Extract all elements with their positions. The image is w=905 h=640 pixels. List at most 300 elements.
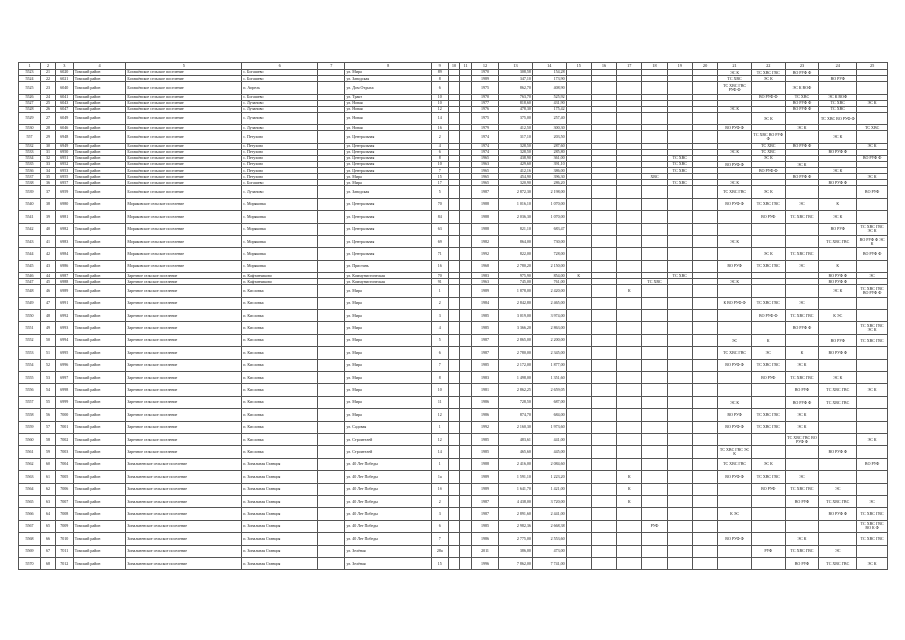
- table-cell: [448, 223, 460, 235]
- table-cell: [667, 446, 692, 458]
- table-cell: [751, 322, 785, 334]
- table-cell: [785, 186, 819, 198]
- table-cell: К: [819, 198, 857, 210]
- table-cell: 7001: [55, 421, 73, 433]
- table-cell: [617, 434, 642, 446]
- table-cell: [591, 310, 616, 322]
- table-cell: 1989: [471, 471, 498, 483]
- table-cell: 1987: [471, 186, 498, 198]
- table-cell: [591, 248, 616, 260]
- table-cell: 29: [41, 131, 56, 143]
- table-cell: [785, 223, 819, 235]
- table-cell: 1983: [471, 372, 498, 384]
- table-cell: [751, 285, 785, 297]
- table-cell: ЭС: [785, 198, 819, 210]
- table-cell: [857, 372, 888, 384]
- table-cell: 2 659,05: [532, 384, 566, 396]
- table-cell: п. Кафтанчиково: [242, 273, 318, 279]
- table-row: [19, 198, 888, 210]
- table-cell: 2 553,60: [532, 533, 566, 545]
- table-cell: ВО РУФ: [751, 211, 785, 223]
- table-cell: [318, 131, 345, 143]
- table-cell: [667, 223, 692, 235]
- table-cell: 5538: [19, 180, 41, 186]
- table-row: [19, 545, 888, 557]
- table-cell: ВО РУФ Ф: [718, 421, 752, 433]
- table-cell: ЭС: [857, 495, 888, 507]
- table-cell: [718, 384, 752, 396]
- table-cell: 37: [41, 186, 56, 198]
- table-cell: [642, 82, 667, 94]
- table-cell: [692, 297, 717, 309]
- table-cell: [819, 248, 857, 260]
- table-cell: ЭС К: [751, 186, 785, 198]
- table-cell: [751, 557, 785, 569]
- table-row: [19, 186, 888, 198]
- table-cell: 975,90: [499, 273, 533, 279]
- table-cell: ВО РУФ Ф: [785, 70, 819, 76]
- table-cell: 5569: [19, 545, 41, 557]
- table-row: [19, 471, 888, 483]
- table-cell: 45: [41, 279, 56, 285]
- table-cell: [692, 131, 717, 143]
- table-cell: 465,60: [499, 446, 533, 458]
- data-table: [18, 62, 888, 570]
- table-cell: 454,90: [499, 174, 533, 180]
- table-row: [19, 384, 888, 396]
- table-cell: 6950: [55, 149, 73, 155]
- table-cell: 65: [41, 520, 56, 532]
- table-cell: [617, 322, 642, 334]
- table-cell: ЭС К: [718, 396, 752, 408]
- table-cell: [591, 471, 616, 483]
- table-cell: [692, 310, 717, 322]
- table-cell: 46: [41, 285, 56, 297]
- table-cell: с. Моряковка: [242, 235, 318, 247]
- table-cell: [692, 557, 717, 569]
- table-cell: 2 160,30: [499, 421, 533, 433]
- table-cell: [566, 198, 591, 210]
- table-cell: [566, 483, 591, 495]
- table-cell: ТС ХВС ГВС: [819, 396, 857, 408]
- table-cell: 48: [41, 310, 56, 322]
- table-cell: Богашёвское сельское поселение: [126, 186, 242, 198]
- table-cell: 7005: [55, 471, 73, 483]
- table-cell: [566, 446, 591, 458]
- table-cell: [751, 533, 785, 545]
- table-cell: с. Лучаново: [242, 112, 318, 124]
- table-cell: ВО РУФ: [751, 483, 785, 495]
- table-cell: ЭС К: [819, 285, 857, 297]
- table-cell: [617, 186, 642, 198]
- table-cell: [566, 396, 591, 408]
- table-cell: ТС ХВС ГВС: [718, 186, 752, 198]
- table-cell: Заречное сельское поселение: [126, 359, 242, 371]
- table-cell: 5561: [19, 446, 41, 458]
- table-cell: 84: [431, 211, 448, 223]
- table-cell: [617, 223, 642, 235]
- table-cell: Томский район: [73, 334, 126, 346]
- table-cell: [566, 260, 591, 272]
- table-cell: 6994: [55, 334, 73, 346]
- table-cell: 5547: [19, 279, 41, 285]
- table-cell: 7003: [55, 446, 73, 458]
- table-cell: 1988: [471, 458, 498, 470]
- table-cell: [785, 458, 819, 470]
- table-cell: [318, 483, 345, 495]
- table-cell: 7008: [55, 508, 73, 520]
- table-cell: [318, 322, 345, 334]
- table-cell: [857, 82, 888, 94]
- table-cell: 5564: [19, 483, 41, 495]
- table-cell: 27: [41, 112, 56, 124]
- table-cell: [448, 359, 460, 371]
- table-cell: 2: [431, 131, 448, 143]
- table-cell: [642, 235, 667, 247]
- table-cell: 89: [431, 70, 448, 76]
- table-cell: [448, 483, 460, 495]
- table-cell: ТС ХВС: [667, 162, 692, 168]
- table-cell: ВО РУФ Ф: [785, 143, 819, 149]
- table-cell: с. Лучаново: [242, 186, 318, 198]
- table-cell: 7007: [55, 495, 73, 507]
- table-cell-extra: ВО РУФ Ф: [862, 290, 882, 295]
- table-cell: [667, 545, 692, 557]
- table-cell: [318, 446, 345, 458]
- table-cell: ТС ХВС: [857, 125, 888, 131]
- table-cell: Богашёвское сельское поселение: [126, 168, 242, 174]
- table-cell: [566, 384, 591, 396]
- table-cell: 10: [431, 94, 448, 100]
- table-cell: 6986: [55, 260, 73, 272]
- table-cell: ЭС К: [751, 76, 785, 82]
- table-cell: 5542: [19, 223, 41, 235]
- table-cell: Моряковское сельское поселение: [126, 248, 242, 260]
- table-cell: [642, 434, 667, 446]
- table-cell: п. Зональная Станция: [242, 557, 318, 569]
- table-cell: 730,00: [532, 235, 566, 247]
- table-cell: ТС ХВС ГВС: [785, 211, 819, 223]
- table-cell: ТС ХВС ГВС: [785, 310, 819, 322]
- table-cell: 1 016,10: [499, 198, 533, 210]
- table-cell: [566, 372, 591, 384]
- table-cell: Томский район: [73, 446, 126, 458]
- table-cell: [591, 322, 616, 334]
- table-cell: 822,00: [499, 248, 533, 260]
- table-cell: 5545: [19, 260, 41, 272]
- column-number-cell: 22: [751, 63, 785, 70]
- table-cell: Заречное сельское поселение: [126, 396, 242, 408]
- table-cell: с. Богашево: [242, 70, 318, 76]
- table-cell: [617, 112, 642, 124]
- table-cell: с. Петухово: [242, 143, 318, 149]
- table-cell: 6993: [55, 322, 73, 334]
- table-cell: 2: [431, 297, 448, 309]
- table-cell: Заречное сельское поселение: [126, 347, 242, 359]
- table-cell: [448, 471, 460, 483]
- table-cell: 6955: [55, 174, 73, 180]
- table-cell: 6996: [55, 359, 73, 371]
- table-cell: [460, 186, 472, 198]
- table-cell: [617, 520, 642, 532]
- table-cell: 2 865,00: [499, 334, 533, 346]
- table-cell: РУФ: [642, 520, 667, 532]
- table-cell: 70: [431, 273, 448, 279]
- table-cell: 6988: [55, 279, 73, 285]
- table-row: [19, 483, 888, 495]
- table-cell: ЭС К: [785, 409, 819, 421]
- table-cell: [448, 322, 460, 334]
- table-cell: 7: [431, 168, 448, 174]
- table-cell: 864,00: [499, 235, 533, 247]
- table-cell: [591, 359, 616, 371]
- table-cell: с. Лучаново: [242, 125, 318, 131]
- table-cell: ТС ХВС ГВС: [785, 483, 819, 495]
- table-cell: [857, 471, 888, 483]
- table-cell: Томский район: [73, 174, 126, 180]
- table-cell: 2 891,60: [499, 508, 533, 520]
- table-cell: 5563: [19, 471, 41, 483]
- table-cell: 1992: [471, 421, 498, 433]
- table-cell: Томский район: [73, 223, 126, 235]
- column-number-cell: 4: [73, 63, 126, 70]
- table-cell: 684,00: [532, 409, 566, 421]
- table-cell: ул. Коммунистическая: [345, 279, 431, 285]
- table-cell: ВО РУФ: [751, 372, 785, 384]
- table-cell: 396,30: [532, 174, 566, 180]
- table-cell: [617, 421, 642, 433]
- table-cell: 91: [431, 279, 448, 285]
- table-cell: Богашёвское сельское поселение: [126, 70, 242, 76]
- table-cell: Богашёвское сельское поселение: [126, 180, 242, 186]
- table-cell: 1979: [471, 125, 498, 131]
- table-cell: ул. Заводская: [345, 76, 431, 82]
- table-cell: ул. Мира: [345, 297, 431, 309]
- table-cell: 5568: [19, 533, 41, 545]
- table-cell: Заречное сельское поселение: [126, 273, 242, 279]
- table-cell: [857, 421, 888, 433]
- table-cell: 854,00: [532, 273, 566, 279]
- table-cell: [591, 458, 616, 470]
- table-cell: [819, 520, 857, 532]
- table-cell: [460, 372, 472, 384]
- table-cell: [591, 533, 616, 545]
- table-cell: 1985: [471, 359, 498, 371]
- column-number-cell: 12: [471, 63, 498, 70]
- table-row: [19, 82, 888, 94]
- table-cell: 2 862,25: [499, 384, 533, 396]
- table-cell: 728,00: [532, 248, 566, 260]
- table-cell: [617, 211, 642, 223]
- table-cell: [642, 409, 667, 421]
- table-cell: 1975: [471, 112, 498, 124]
- table-cell: [318, 310, 345, 322]
- table-cell: [667, 520, 692, 532]
- table-cell: РУФ: [751, 545, 785, 557]
- table-cell: 347,10: [499, 76, 533, 82]
- table-cell: [718, 310, 752, 322]
- table-cell: ТС ХВС ВО РУФ Ф: [819, 112, 857, 124]
- table-cell: 5567: [19, 520, 41, 532]
- table-cell: ВО РУФ Ф: [718, 359, 752, 371]
- table-cell: [460, 297, 472, 309]
- table-cell: 10: [431, 100, 448, 106]
- column-number-cell: 25: [857, 63, 888, 70]
- table-cell: [667, 458, 692, 470]
- table-cell: 1983: [471, 273, 498, 279]
- table-cell: 5534: [19, 155, 41, 161]
- table-cell: 6020: [55, 70, 73, 76]
- table-cell: ТС ХВС: [785, 94, 819, 100]
- table-cell: [692, 384, 717, 396]
- column-number-cell: 5: [126, 63, 242, 70]
- table-cell: 34: [41, 168, 56, 174]
- table-cell: Заречное сельское поселение: [126, 334, 242, 346]
- table-cell: К: [617, 471, 642, 483]
- table-cell: [617, 458, 642, 470]
- table-cell: п. Зональная Станция: [242, 508, 318, 520]
- table-cell: 35: [41, 174, 56, 180]
- table-cell: 5543: [19, 235, 41, 247]
- table-cell: [591, 483, 616, 495]
- table-cell: 5556: [19, 384, 41, 396]
- table-cell: ЭС К: [751, 458, 785, 470]
- table-cell: [667, 508, 692, 520]
- table-cell: п. Зональная Станция: [242, 471, 318, 483]
- table-cell: 41: [41, 235, 56, 247]
- table-cell: Богашёвское сельское поселение: [126, 131, 242, 143]
- table-cell: п. Кисловка: [242, 310, 318, 322]
- table-cell: [642, 186, 667, 198]
- table-cell: Заречное сельское поселение: [126, 384, 242, 396]
- table-cell: 40: [41, 223, 56, 235]
- table-cell: ВО РУФ Ф: [718, 125, 752, 131]
- table-cell: [591, 223, 616, 235]
- table-cell: 6952: [55, 162, 73, 168]
- column-number-cell: 6: [242, 63, 318, 70]
- table-row: [19, 334, 888, 346]
- table-cell: [617, 545, 642, 557]
- column-number-cell: 14: [532, 63, 566, 70]
- table-cell: 1963: [471, 162, 498, 168]
- table-cell: Богашёвское сельское поселение: [126, 125, 242, 131]
- table-cell: [566, 334, 591, 346]
- table-cell: [318, 458, 345, 470]
- table-cell: 1б: [431, 483, 448, 495]
- table-cell: 412,16: [499, 168, 533, 174]
- table-cell: Зональненское сельское поселение: [126, 533, 242, 545]
- table-cell: 429,60: [499, 162, 533, 168]
- table-cell: 6049: [55, 112, 73, 124]
- table-cell: ТС ХВС ГВС: [857, 533, 888, 545]
- table-cell: [642, 322, 667, 334]
- table-cell: ЭС К: [857, 384, 888, 396]
- table-cell: ул. Коммунистическая: [345, 273, 431, 279]
- table-cell: [448, 131, 460, 143]
- table-cell: 431,90: [532, 100, 566, 106]
- table-cell: 69: [431, 235, 448, 247]
- table-cell: Томский район: [73, 198, 126, 210]
- table-cell: п. Апрель: [242, 82, 318, 94]
- table-cell: [642, 248, 667, 260]
- table-row: [19, 347, 888, 359]
- table-cell: ул. Пристань: [345, 260, 431, 272]
- table-cell: [566, 285, 591, 297]
- table-cell: 8: [431, 155, 448, 161]
- table-cell: п. Кисловка: [242, 297, 318, 309]
- table-cell: ул. Центральная: [345, 149, 431, 155]
- table-cell: [318, 372, 345, 384]
- table-cell: [718, 322, 752, 334]
- table-cell: 154,28: [532, 70, 566, 76]
- table-cell: [642, 198, 667, 210]
- table-cell: Заречное сельское поселение: [126, 297, 242, 309]
- table-cell: [448, 372, 460, 384]
- table-cell: [591, 421, 616, 433]
- table-cell: 328,50: [499, 143, 533, 149]
- table-cell: [318, 223, 345, 235]
- table-cell: [785, 508, 819, 520]
- table-cell: с. Петухово: [242, 174, 318, 180]
- table-cell: ул. 40 Лет Победы: [345, 520, 431, 532]
- table-cell: Томский район: [73, 143, 126, 149]
- table-cell: 60: [41, 458, 56, 470]
- table-cell: [591, 198, 616, 210]
- table-cell: 7: [431, 359, 448, 371]
- table-cell: 386,00: [532, 168, 566, 174]
- table-cell: 6040: [55, 82, 73, 94]
- table-cell: Богашёвское сельское поселение: [126, 112, 242, 124]
- table-cell: ЭС: [751, 347, 785, 359]
- table-cell: ТС ХВС ГВС: [751, 260, 785, 272]
- table-cell: ЭС К: [718, 180, 752, 186]
- table-cell: [460, 508, 472, 520]
- table-cell: ул. Садовая: [345, 421, 431, 433]
- table-cell: ТС ХВС ГВС: [751, 471, 785, 483]
- table-cell: Зональненское сельское поселение: [126, 458, 242, 470]
- table-cell: Томский район: [73, 186, 126, 198]
- table-cell: 5558: [19, 409, 41, 421]
- table-cell: Томский район: [73, 106, 126, 112]
- table-cell: [566, 421, 591, 433]
- table-cell: [318, 384, 345, 396]
- table-cell: [460, 334, 472, 346]
- table-cell: 5546: [19, 273, 41, 279]
- table-cell: [642, 285, 667, 297]
- table-cell: [667, 421, 692, 433]
- table-cell: Моряковское сельское поселение: [126, 235, 242, 247]
- table-cell: 3 974,00: [532, 310, 566, 322]
- table-cell: [566, 112, 591, 124]
- table-cell: п. Кисловка: [242, 334, 318, 346]
- table-cell: [566, 131, 591, 143]
- table-cell: [448, 557, 460, 569]
- table-cell: [448, 520, 460, 532]
- table-cell: ТС ХВС: [667, 273, 692, 279]
- table-cell: ВО РУФ Ф: [819, 180, 857, 186]
- table-cell: 5523: [19, 70, 41, 76]
- table-cell: [692, 409, 717, 421]
- table-cell: 1974: [471, 131, 498, 143]
- table-cell: 1 070,00: [532, 211, 566, 223]
- table-cell: [591, 211, 616, 223]
- table-cell: 5570: [19, 557, 41, 569]
- table-cell: Томский район: [73, 347, 126, 359]
- table-cell: [642, 310, 667, 322]
- table-cell: [617, 82, 642, 94]
- table-cell: Заречное сельское поселение: [126, 310, 242, 322]
- table-cell: с. Петухово: [242, 131, 318, 143]
